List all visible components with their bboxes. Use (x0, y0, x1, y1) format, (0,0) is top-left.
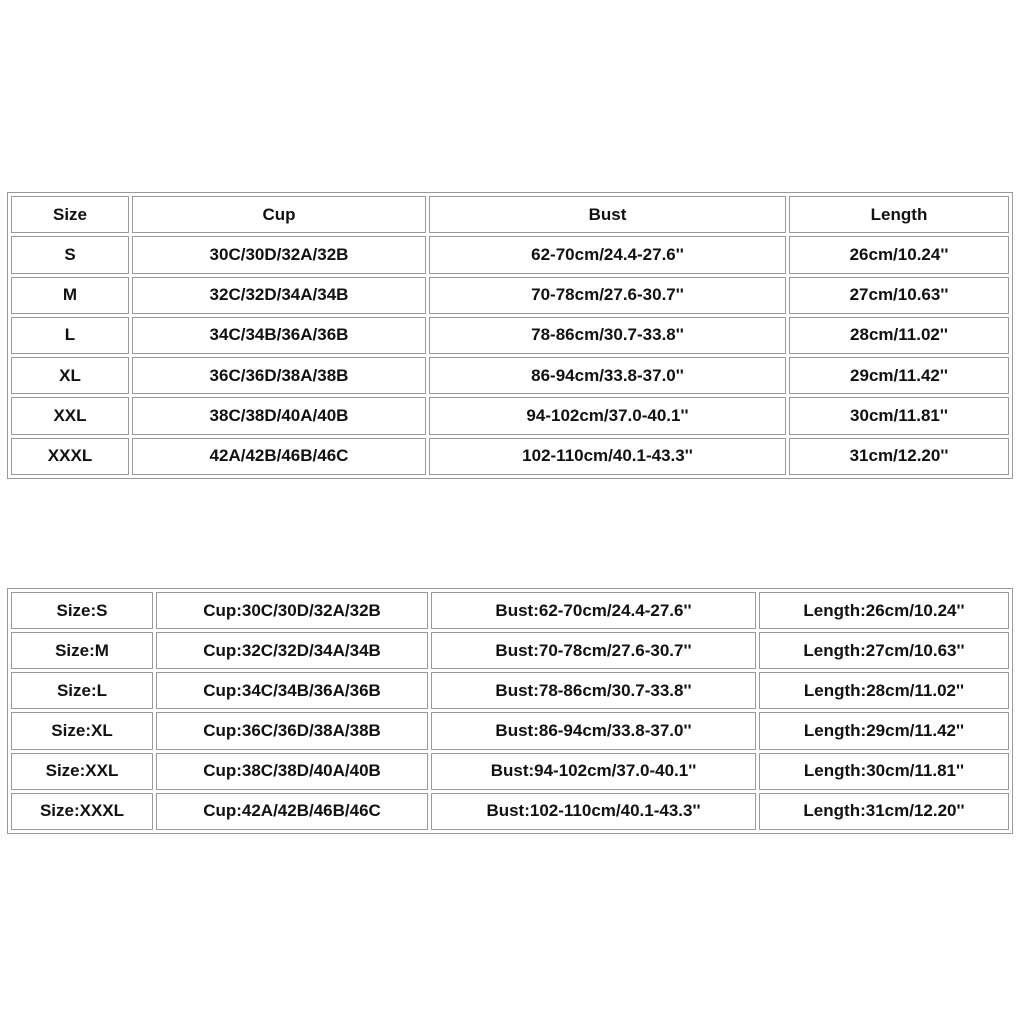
cell-cup: Cup:32C/32D/34A/34B (156, 632, 428, 669)
cell-length: Length:31cm/12.20'' (759, 793, 1009, 830)
cell-size: Size:XXL (11, 753, 153, 790)
table-row (11, 712, 1009, 749)
cell-length: 31cm/12.20'' (789, 438, 1009, 475)
table-row (11, 317, 1009, 354)
cell-cup: Cup:38C/38D/40A/40B (156, 753, 428, 790)
table-row (11, 793, 1009, 830)
cell-length: Length:29cm/11.42'' (759, 712, 1009, 749)
table-row (11, 592, 1009, 629)
cell-length: 30cm/11.81'' (789, 397, 1009, 434)
header-size: Size (11, 196, 129, 233)
table-row (11, 236, 1009, 273)
cell-size: XXL (11, 397, 129, 434)
cell-length: Length:26cm/10.24'' (759, 592, 1009, 629)
cell-bust: 78-86cm/30.7-33.8'' (429, 317, 786, 354)
cell-cup: 36C/36D/38A/38B (132, 357, 426, 394)
cell-cup: 32C/32D/34A/34B (132, 277, 426, 314)
cell-size: M (11, 277, 129, 314)
cell-length: 26cm/10.24'' (789, 236, 1009, 273)
cell-cup: Cup:34C/34B/36A/36B (156, 672, 428, 709)
cell-bust: Bust:78-86cm/30.7-33.8'' (431, 672, 756, 709)
cell-cup: 42A/42B/46B/46C (132, 438, 426, 475)
cell-cup: 30C/30D/32A/32B (132, 236, 426, 273)
cell-size: Size:L (11, 672, 153, 709)
cell-size: Size:S (11, 592, 153, 629)
header-cup: Cup (132, 196, 426, 233)
cell-length: 29cm/11.42'' (789, 357, 1009, 394)
cell-cup: Cup:30C/30D/32A/32B (156, 592, 428, 629)
cell-length: Length:27cm/10.63'' (759, 632, 1009, 669)
header-bust: Bust (429, 196, 786, 233)
cell-length: Length:30cm/11.81'' (759, 753, 1009, 790)
cell-bust: 86-94cm/33.8-37.0'' (429, 357, 786, 394)
cell-bust: Bust:86-94cm/33.8-37.0'' (431, 712, 756, 749)
cell-size: Size:XL (11, 712, 153, 749)
cell-length: Length:28cm/11.02'' (759, 672, 1009, 709)
cell-bust: 94-102cm/37.0-40.1'' (429, 397, 786, 434)
table-row (11, 277, 1009, 314)
table-row (11, 357, 1009, 394)
cell-size: XL (11, 357, 129, 394)
cell-bust: Bust:62-70cm/24.4-27.6'' (431, 592, 756, 629)
cell-cup: 38C/38D/40A/40B (132, 397, 426, 434)
cell-cup: 34C/34B/36A/36B (132, 317, 426, 354)
cell-bust: Bust:70-78cm/27.6-30.7'' (431, 632, 756, 669)
size-chart-table-inline-style (7, 588, 1013, 834)
cell-size: L (11, 317, 129, 354)
cell-length: 27cm/10.63'' (789, 277, 1009, 314)
cell-size: Size:M (11, 632, 153, 669)
cell-cup: Cup:42A/42B/46B/46C (156, 793, 428, 830)
table-row (11, 672, 1009, 709)
cell-cup: Cup:36C/36D/38A/38B (156, 712, 428, 749)
cell-bust: 62-70cm/24.4-27.6'' (429, 236, 786, 273)
cell-bust: 102-110cm/40.1-43.3'' (429, 438, 786, 475)
cell-length: 28cm/11.02'' (789, 317, 1009, 354)
table-row (11, 632, 1009, 669)
size-chart-table-header-style (7, 192, 1013, 479)
table-row (11, 397, 1009, 434)
table-header-row (11, 196, 1009, 233)
table-row (11, 753, 1009, 790)
cell-bust: Bust:94-102cm/37.0-40.1'' (431, 753, 756, 790)
table-row (11, 438, 1009, 475)
header-length: Length (789, 196, 1009, 233)
cell-size: Size:XXXL (11, 793, 153, 830)
cell-bust: Bust:102-110cm/40.1-43.3'' (431, 793, 756, 830)
cell-size: S (11, 236, 129, 273)
cell-bust: 70-78cm/27.6-30.7'' (429, 277, 786, 314)
cell-size: XXXL (11, 438, 129, 475)
